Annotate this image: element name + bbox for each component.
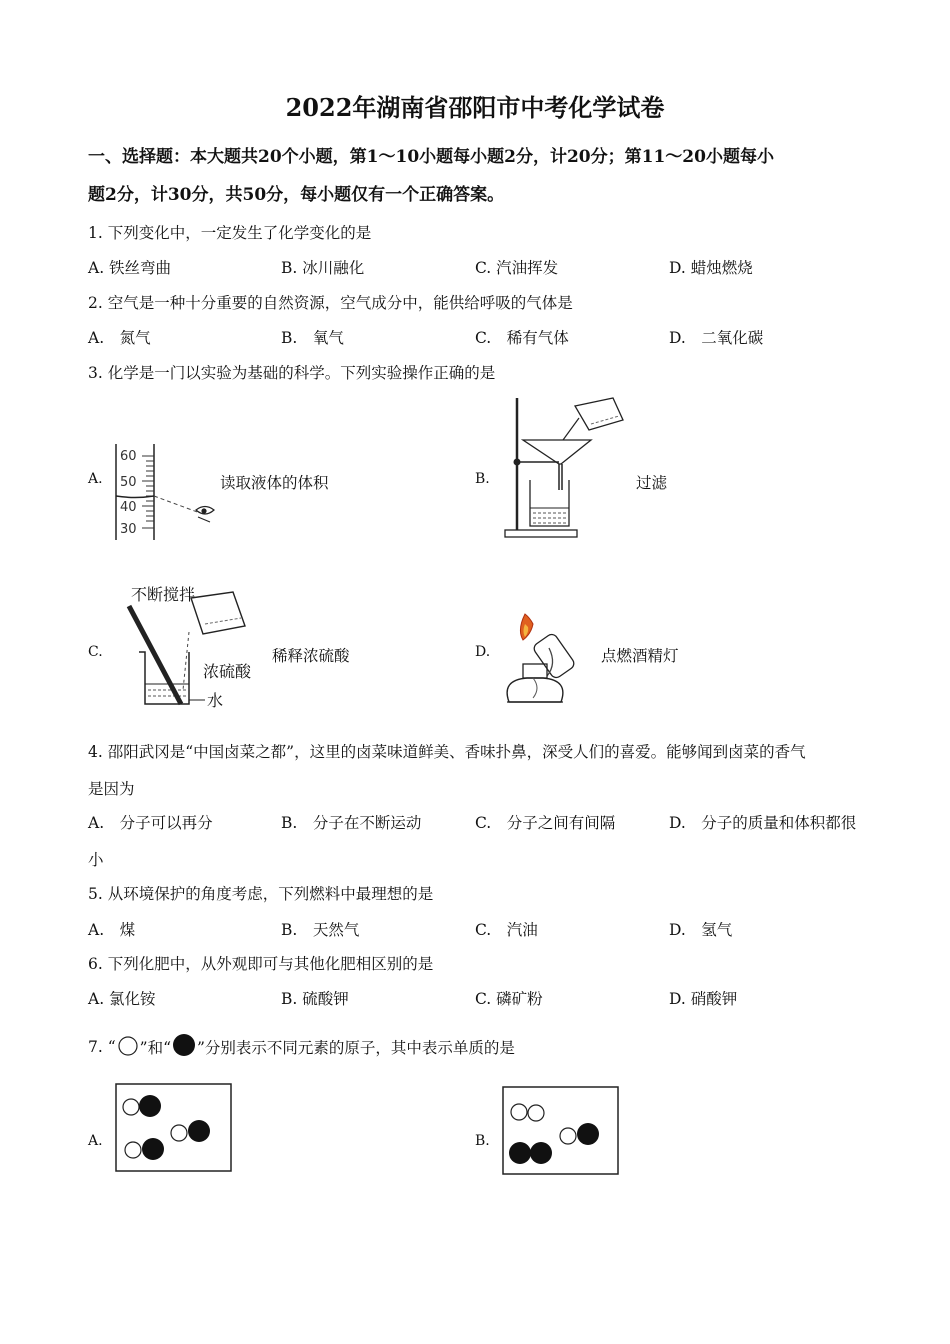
section-heading-line2: 题2分，计30分，共50分，每小题仅有一个正确答案。 xyxy=(88,185,505,205)
question-7-stem xyxy=(88,1034,515,1060)
q5-option-c[interactable]: C. 汽油 xyxy=(475,921,538,939)
q6-option-b[interactable]: B. 硫酸钾 xyxy=(281,990,349,1008)
q4-option-c[interactable]: C. 分子之间有间隔 xyxy=(475,814,616,832)
q3-option-d[interactable]: D. xyxy=(475,644,491,660)
q6-option-d[interactable]: D. 硝酸钾 xyxy=(669,990,738,1008)
q7-option-a[interactable]: A. xyxy=(88,1133,103,1149)
question-6-stem: 6. 下列化肥中，从外观即可与其他化肥相区别的是 xyxy=(88,955,434,973)
q2-option-b[interactable]: B. 氧气 xyxy=(281,329,344,347)
q3-d-caption: 点燃酒精灯 xyxy=(601,647,679,665)
q7-a-particles-box xyxy=(115,1083,233,1173)
q7-b-particles-box xyxy=(502,1086,620,1176)
q4-option-d[interactable]: D. 分子的质量和体积都很 xyxy=(669,814,857,832)
section-heading-line1: 一、选择题：本大题共20个小题，第1～10小题每小题2分，计20分；第11～20小题每小 xyxy=(88,147,774,167)
question-4-stem-line2: 是因为 xyxy=(88,780,135,798)
q1-option-c[interactable]: C. 汽油挥发 xyxy=(475,259,559,277)
question-2-stem: 2. 空气是一种十分重要的自然资源，空气成分中，能供给呼吸的气体是 xyxy=(88,294,573,312)
q3-option-c[interactable]: C. xyxy=(88,644,103,660)
q1-option-d[interactable]: D. 蜡烛燃烧 xyxy=(669,259,753,277)
q4-option-d-wrap: 小 xyxy=(88,851,104,869)
dilute-sulfuric-acid-figure xyxy=(125,580,265,714)
black-atom-icon xyxy=(171,1034,197,1060)
eye-icon xyxy=(196,507,214,523)
q5-option-a[interactable]: A. 煤 xyxy=(88,921,136,939)
section-heading xyxy=(88,138,868,214)
q1-option-b[interactable]: B. 冰川融化 xyxy=(281,259,365,277)
tick-label-50: 50 xyxy=(120,475,137,490)
q1-option-a[interactable]: A. 铁丝弯曲 xyxy=(88,259,172,277)
q7-stem-part1: 7. “ xyxy=(88,1038,116,1056)
tick-label-60: 60 xyxy=(120,449,137,464)
note-water: 水 xyxy=(207,691,224,710)
question-1-stem: 1. 下列变化中，一定发生了化学变化的是 xyxy=(88,224,372,242)
white-atom-icon xyxy=(116,1036,140,1058)
q7-stem-part2: ”和“ xyxy=(139,1039,171,1057)
q3-a-caption: 读取液体的体积 xyxy=(220,474,329,492)
question-4-stem-line1: 4. 邵阳武冈是“中国卤菜之都”，这里的卤菜味道鲜美、香味扑鼻，深受人们的喜爱。能够闻到卤菜的香气 xyxy=(88,743,806,761)
q2-option-c[interactable]: C. 稀有气体 xyxy=(475,329,569,347)
question-3-stem: 3. 化学是一门以实验为基础的科学。下列实验操作正确的是 xyxy=(88,364,496,382)
q5-option-b[interactable]: B. 天然气 xyxy=(281,921,360,939)
q3-c-caption: 稀释浓硫酸 xyxy=(272,647,350,665)
q7-stem-part3: ”分别表示不同元素的原子，其中表示单质的是 xyxy=(197,1039,515,1057)
q4-option-b[interactable]: B. 分子在不断运动 xyxy=(281,814,422,832)
q6-option-c[interactable]: C. 磷矿粉 xyxy=(475,990,543,1008)
q5-option-d[interactable]: D. 氢气 xyxy=(669,921,733,939)
q2-option-a[interactable]: A. 氮气 xyxy=(88,329,151,347)
q3-b-caption: 过滤 xyxy=(636,474,668,492)
filtration-apparatus-figure xyxy=(503,394,628,544)
alcohol-lamp-figure xyxy=(497,606,597,714)
q4-option-a[interactable]: A. 分子可以再分 xyxy=(88,814,213,832)
graduated-cylinder-reading-figure xyxy=(108,440,223,548)
tick-label-30: 30 xyxy=(120,522,137,537)
tick-label-40: 40 xyxy=(120,500,137,515)
q3-option-a[interactable]: A. xyxy=(88,471,103,487)
page-title: 2022年湖南省邵阳市中考化学试卷 xyxy=(285,93,665,122)
q2-option-d[interactable]: D. 二氧化碳 xyxy=(669,329,764,347)
q6-option-a[interactable]: A. 氯化铵 xyxy=(88,990,156,1008)
question-5-stem: 5. 从环境保护的角度考虑，下列燃料中最理想的是 xyxy=(88,885,434,903)
note-stir: 不断搅拌 xyxy=(131,585,196,604)
q7-option-b[interactable]: B. xyxy=(475,1133,490,1149)
q3-option-b[interactable]: B. xyxy=(475,471,490,487)
note-acid: 浓硫酸 xyxy=(203,662,252,681)
